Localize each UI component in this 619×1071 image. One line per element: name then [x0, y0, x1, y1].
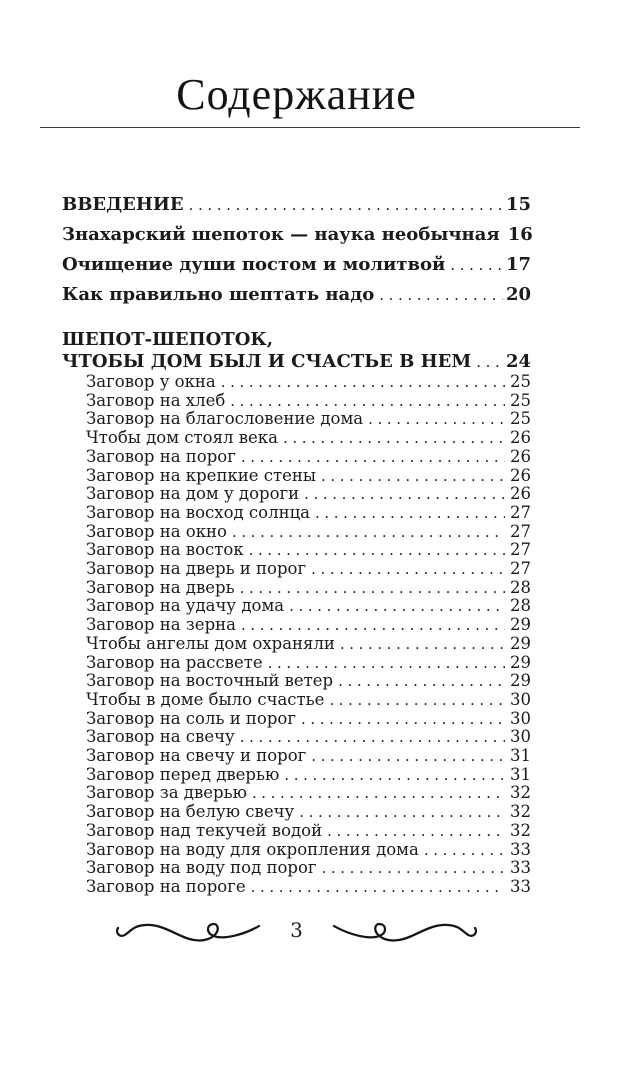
toc-entry-label: Заговор на соль и порог: [86, 708, 297, 728]
toc-entry: [62, 541, 531, 560]
toc-entry: [62, 579, 531, 598]
toc-entry: [62, 672, 531, 691]
dot-leader: [329, 691, 505, 710]
dot-leader: [301, 710, 505, 729]
toc-entry-page: 27: [510, 559, 531, 579]
toc-entry: [62, 616, 531, 635]
toc-part-header-line1: [62, 329, 531, 351]
dot-leader: [289, 597, 505, 616]
toc-entry-page: 27: [510, 521, 531, 541]
dot-leader: [311, 560, 505, 579]
dot-leader: [476, 351, 503, 373]
toc-entry: [62, 654, 531, 673]
book-page: [0, 70, 619, 1071]
dot-leader: [315, 504, 505, 523]
dot-leader: [424, 841, 505, 860]
toc-entry-page: 25: [510, 372, 531, 391]
toc-entry-label: Заговор на порог: [86, 446, 236, 466]
dot-leader: [251, 878, 505, 897]
toc-entry-label: Чтобы дом стоял века: [86, 428, 278, 448]
toc-entry-label: ВВЕДЕНИЕ: [62, 194, 184, 215]
toc-entry: [62, 728, 531, 747]
toc-entry: [62, 504, 531, 523]
dot-leader: [240, 728, 505, 747]
toc-entry-label: Заговор перед дверью: [86, 764, 280, 784]
dot-leader: [230, 392, 505, 411]
toc-entry-label: Заговор на свечу и порог: [86, 746, 307, 766]
dot-leader: [321, 467, 505, 486]
toc-entry-label: ШЕПОТ-ШЕПОТОК,: [62, 329, 274, 350]
dot-leader: [450, 256, 503, 275]
toc-entry-label: Заговор на окно: [86, 521, 227, 541]
toc-entry-label: Чтобы в доме было счастье: [86, 689, 325, 709]
toc-entry-page: 30: [510, 708, 531, 728]
toc-entry-label: Заговор на дверь: [86, 577, 235, 597]
dot-leader: [340, 635, 505, 654]
dot-leader: [240, 579, 505, 598]
toc-entry: [62, 195, 531, 215]
toc-entry-page: 15: [505, 194, 531, 215]
toc-entry: [62, 392, 531, 411]
flourish-left-icon: [114, 913, 262, 947]
toc-entry-label: Заговор у окна: [86, 372, 216, 391]
toc-entry-label: Очищение души постом и молитвой: [62, 254, 446, 275]
toc-entry-label: Заговор на рассвете: [86, 652, 263, 672]
dot-leader: [284, 766, 505, 785]
toc-entry-page: 31: [510, 746, 531, 766]
dot-leader: [299, 803, 505, 822]
toc-entry-label: Заговор на хлеб: [86, 390, 226, 410]
toc-entry-page: 26: [510, 465, 531, 485]
dot-leader: [221, 373, 505, 392]
dot-leader: [327, 822, 505, 841]
toc-entry-label: Заговор на крепкие стены: [86, 465, 317, 485]
toc-entry-label: ЧТОБЫ ДОМ БЫЛ И СЧАСТЬЕ В НЕМ: [62, 351, 472, 372]
dot-leader: [241, 448, 505, 467]
toc-entry-page: 28: [510, 577, 531, 597]
toc-entry-label: Заговор на свечу: [86, 727, 235, 747]
page-footer: [62, 913, 531, 947]
flourish-right-icon: [331, 913, 479, 947]
toc-entry-label: Заговор на восход солнца: [86, 502, 311, 522]
toc-entry: [62, 841, 531, 860]
dot-leader: [268, 654, 505, 673]
toc-entry: [62, 410, 531, 429]
toc-entry-page: 32: [510, 783, 531, 803]
toc-entry-page: 30: [510, 727, 531, 747]
dot-leader: [322, 859, 505, 878]
toc-entry: [62, 255, 531, 275]
toc-entry: [62, 485, 531, 504]
toc-entry: [62, 225, 531, 245]
toc-entry-page: 28: [510, 596, 531, 616]
toc-entry: [62, 597, 531, 616]
toc-entry-label: Заговор на удачу дома: [86, 596, 285, 616]
title-divider: [40, 127, 580, 128]
dot-leader: [252, 784, 505, 803]
dot-leader: [311, 747, 505, 766]
toc-entry-page: 33: [510, 839, 531, 859]
toc-entry: [62, 784, 531, 803]
toc-part-header-line2: [62, 351, 531, 373]
dot-leader: [249, 541, 505, 560]
toc-entry-page: 26: [510, 484, 531, 504]
toc-entry-page: 32: [510, 802, 531, 822]
toc-entry-page: 25: [510, 409, 531, 429]
toc-entry-page: 33: [510, 858, 531, 878]
toc-entry-page: 27: [510, 502, 531, 522]
toc-entry-label: Заговор на воду под порог: [86, 858, 317, 878]
toc-entry-page: 20: [505, 284, 531, 305]
toc-entry: [62, 878, 531, 897]
toc-entry-label: Заговор на дом у дороги: [86, 484, 300, 504]
toc-entry-page: 29: [510, 652, 531, 672]
toc-entry-page: 27: [510, 540, 531, 560]
dot-leader: [338, 672, 505, 691]
dot-leader: [368, 410, 505, 429]
toc-entry: [62, 523, 531, 542]
toc-entry-label: Заговор на восточный ветер: [86, 671, 334, 691]
toc-entry: [62, 859, 531, 878]
toc-entry: [62, 448, 531, 467]
toc-entry-page: 32: [510, 820, 531, 840]
toc-entry-page: 16: [507, 224, 533, 245]
dot-leader: [379, 286, 503, 305]
toc-entry-page: 26: [510, 446, 531, 466]
toc-entry: [62, 635, 531, 654]
dot-leader: [189, 196, 503, 215]
toc-entry-page: 17: [505, 254, 531, 275]
toc-entry-label: Заговор на пороге: [86, 876, 246, 896]
toc-entry: [62, 803, 531, 822]
toc-entry: [62, 691, 531, 710]
page-title: Содержание: [176, 70, 417, 119]
toc-entry-label: Заговор за дверью: [86, 783, 247, 803]
toc-entry-label: Заговор на воду для окропления дома: [86, 839, 419, 859]
dot-leader: [241, 616, 505, 635]
table-of-contents: [62, 195, 531, 897]
toc-entry: [62, 710, 531, 729]
toc-entry: [62, 373, 531, 392]
toc-entry: [62, 766, 531, 785]
toc-entry-page: 31: [510, 764, 531, 784]
toc-entry: [62, 560, 531, 579]
toc-entry-label: Заговор на восток: [86, 540, 244, 560]
toc-entry-label: Как правильно шептать надо: [62, 284, 375, 305]
toc-entry-label: Заговор на зерна: [86, 615, 236, 635]
toc-entry-page: 33: [510, 876, 531, 896]
toc-entry-page: 30: [510, 689, 531, 709]
dot-leader: [283, 429, 505, 448]
toc-entry-label: Заговор на благословение дома: [86, 409, 364, 429]
page-number: 3: [290, 917, 303, 942]
toc-entry-label: Заговор на белую свечу: [86, 802, 295, 822]
toc-entry-label: Знахарский шепоток — наука необычная: [62, 224, 500, 245]
toc-entry: [62, 429, 531, 448]
toc-entry-page: 25: [510, 390, 531, 410]
toc-entry: [62, 285, 531, 305]
dot-leader: [304, 485, 505, 504]
toc-entry-page: 26: [510, 428, 531, 448]
dot-leader: [232, 523, 505, 542]
toc-entry-label: Заговор на дверь и порог: [86, 559, 307, 579]
toc-entry-page: 24: [505, 351, 531, 372]
toc-entry: [62, 747, 531, 766]
toc-entry-label: Заговор над текучей водой: [86, 820, 323, 840]
toc-entry: [62, 467, 531, 486]
toc-entry-label: Чтобы ангелы дом охраняли: [86, 633, 335, 653]
toc-entry-page: 29: [510, 671, 531, 691]
toc-entry: [62, 822, 531, 841]
toc-entry-page: 29: [510, 615, 531, 635]
toc-entry-page: 29: [510, 633, 531, 653]
